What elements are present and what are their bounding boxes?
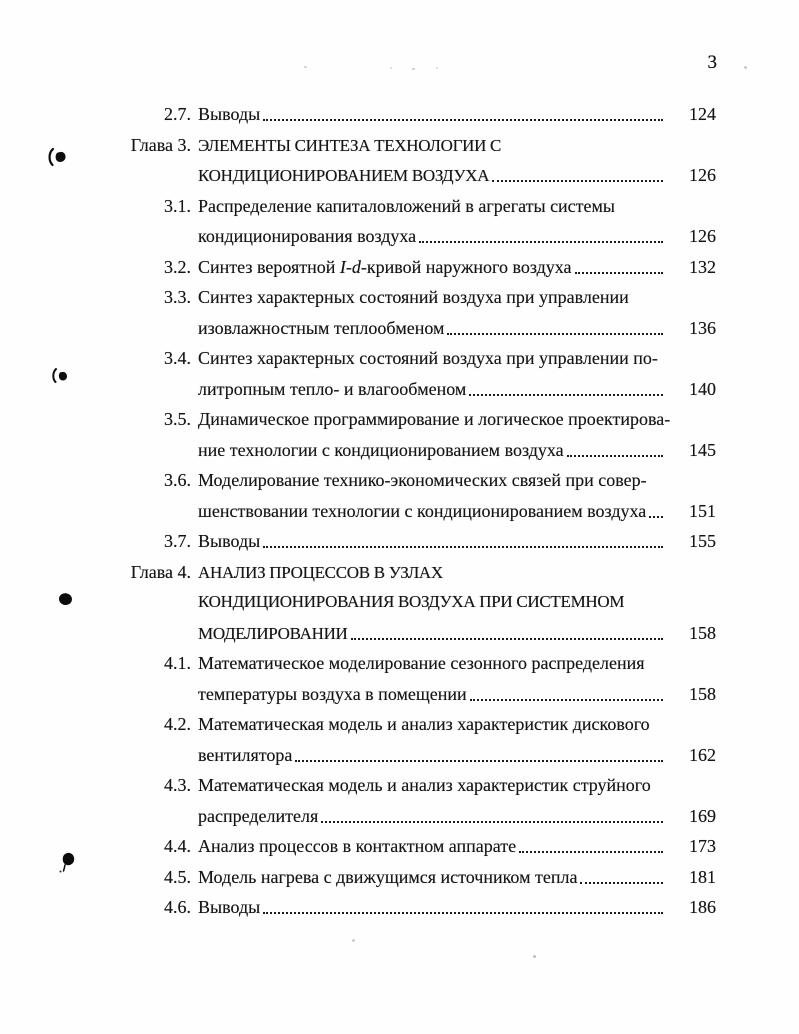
toc-entry-number: 4.1. <box>164 653 191 673</box>
ink-blot-3 <box>55 590 77 613</box>
toc-entry-title: Математическая модель и анализ характеристик струйного <box>198 775 651 795</box>
toc-entry-number: Глава 4. <box>130 561 191 582</box>
toc-entry-number: Глава 3. <box>130 134 191 155</box>
dot-leader <box>567 455 663 457</box>
toc-entry-number: 4.5. <box>164 866 191 887</box>
toc-entry-title: изовлажностным теплообменом <box>198 317 445 338</box>
toc-entry-number: 3.2. <box>164 256 191 277</box>
toc-entry-page: 162 <box>689 744 716 765</box>
toc-entry-title: Моделирование технико-экономических связей при совер- <box>198 470 647 490</box>
toc-row <box>122 435 716 466</box>
toc-entry-title: Синтез характерных состояний воздуха при управлении по- <box>198 348 658 368</box>
toc-row <box>122 374 716 405</box>
toc-entry-number: 4.2. <box>164 714 191 734</box>
toc-row <box>122 801 716 832</box>
toc-row <box>122 343 716 374</box>
toc-entry-title: шенствовании технологии с кондиционированием воздуха <box>198 500 647 521</box>
toc-entry-page: 126 <box>689 226 716 246</box>
toc-entry-title: кондиционирования воздуха <box>198 226 417 246</box>
toc-row <box>122 679 716 710</box>
scan-speck <box>436 67 438 69</box>
dot-leader <box>419 241 663 243</box>
toc-entry-page: 124 <box>689 104 716 124</box>
toc-row <box>122 404 716 435</box>
toc-entry-title: Математическая модель и анализ характеристик дискового <box>198 714 650 734</box>
dot-leader <box>519 851 663 853</box>
ink-blot-4 <box>57 849 79 880</box>
toc-entry-title: литропным тепло- и влагообменом <box>198 378 467 399</box>
toc-entry-title: АНАЛИЗ ПРОЦЕССОВ В УЗЛАХ <box>198 562 443 582</box>
toc-entry-number: 4.6. <box>164 897 191 917</box>
toc-entry-title: Динамическое программирование и логическое проектирова- <box>198 409 671 429</box>
dot-leader <box>575 272 663 274</box>
toc-row <box>122 526 716 557</box>
toc-row <box>122 831 716 862</box>
toc-entry-title: КОНДИЦИОНИРОВАНИЕМ ВОЗДУХА <box>198 166 490 185</box>
toc-entry-title: Выводы <box>198 531 261 551</box>
dot-leader <box>492 180 663 182</box>
scan-speck <box>533 955 536 958</box>
toc-entry-page: 169 <box>689 805 716 826</box>
toc-entry-page: 158 <box>689 683 716 704</box>
dot-leader <box>649 516 663 518</box>
toc-entry-number: 3.5. <box>164 409 191 429</box>
toc-entry-number: 3.6. <box>164 470 191 490</box>
toc-row <box>122 313 716 344</box>
toc-entry-number: 4.3. <box>164 775 191 795</box>
toc-entry-number: 3.3. <box>164 287 191 307</box>
toc-entry-title: Модель нагрева с движущимся источником тепла <box>198 866 578 887</box>
toc-row <box>122 252 716 283</box>
toc-row <box>122 496 716 527</box>
toc-entry-page: 181 <box>689 866 716 887</box>
toc-entry-title: Распределение капиталовложений в агрегаты системы <box>198 195 616 216</box>
toc-entry-page: 151 <box>689 500 716 521</box>
toc-row <box>122 862 716 893</box>
toc-row <box>122 648 716 679</box>
toc-row <box>122 770 716 801</box>
toc-row <box>122 709 716 740</box>
toc-entry-page: 140 <box>689 378 716 399</box>
toc-entry-page: 173 <box>689 836 716 856</box>
toc-entry-number: 3.4. <box>164 348 191 368</box>
toc-entry-title: Выводы <box>198 104 261 124</box>
toc-entry-title: ние технологии с кондиционированием воздуха <box>198 439 564 460</box>
toc-entry-title: Анализ процессов в контактном аппарате <box>198 836 517 856</box>
dot-leader <box>263 546 663 548</box>
dot-leader <box>263 119 663 121</box>
page-number: 3 <box>707 52 717 73</box>
toc-entry-title: Математическое моделирование сезонного распределения <box>198 653 645 673</box>
toc-entry-title: Синтез характерных состояний воздуха при управлении <box>198 287 629 307</box>
toc-entry-title: Синтез вероятной I-d-кривой наружного воздуха <box>198 256 572 277</box>
toc-row <box>122 160 716 191</box>
dot-leader <box>469 394 663 396</box>
toc-entry-number: 4.4. <box>164 836 191 856</box>
scan-speck <box>744 66 747 69</box>
toc-row <box>122 557 716 588</box>
toc <box>122 99 716 923</box>
toc-row <box>122 587 716 618</box>
scan-speck <box>412 68 415 70</box>
ink-blot-2 <box>50 366 74 393</box>
dot-leader <box>351 638 663 640</box>
toc-entry-page: 155 <box>689 531 716 551</box>
toc-row <box>122 465 716 496</box>
dot-leader <box>321 821 663 823</box>
toc-entry-title: МОДЕЛИРОВАНИИ <box>198 623 348 643</box>
dot-leader <box>263 912 663 914</box>
toc-entry-page: 145 <box>689 439 716 460</box>
toc-row <box>122 618 716 649</box>
toc-row <box>122 191 716 222</box>
toc-entry-page: 132 <box>689 256 716 277</box>
scan-speck <box>352 939 355 942</box>
toc-entry-page: 136 <box>689 317 716 338</box>
toc-entry-title: КОНДИЦИОНИРОВАНИЯ ВОЗДУХА ПРИ СИСТЕМНОМ <box>198 592 625 611</box>
toc-entry-page: 126 <box>689 165 716 185</box>
toc-entry-number: 3.1. <box>164 195 191 216</box>
toc-entry-number: 3.7. <box>164 531 191 551</box>
dot-leader <box>295 760 663 762</box>
toc-row <box>122 221 716 252</box>
toc-row <box>122 130 716 161</box>
toc-row <box>122 282 716 313</box>
toc-entry-title: вентилятора <box>198 744 293 765</box>
toc-entry-title: температуры воздуха в помещении <box>198 683 467 704</box>
toc-entry-title: Выводы <box>198 897 261 917</box>
scan-speck <box>304 66 307 68</box>
toc-entry-number: 2.7. <box>164 104 191 124</box>
toc-entry-page: 158 <box>689 622 716 643</box>
ink-blot-1 <box>46 146 74 175</box>
toc-row <box>122 740 716 771</box>
toc-entry-title: ЭЛЕМЕНТЫ СИНТЕЗА ТЕХНОЛОГИИ С <box>198 135 502 155</box>
toc-row <box>122 892 716 923</box>
dot-leader <box>470 699 663 701</box>
toc-row <box>122 99 716 130</box>
dot-leader <box>580 882 663 884</box>
toc-entry-title: распределителя <box>198 805 319 826</box>
toc-entry-page: 186 <box>689 897 716 917</box>
dot-leader <box>447 333 663 335</box>
scan-speck <box>390 67 392 69</box>
